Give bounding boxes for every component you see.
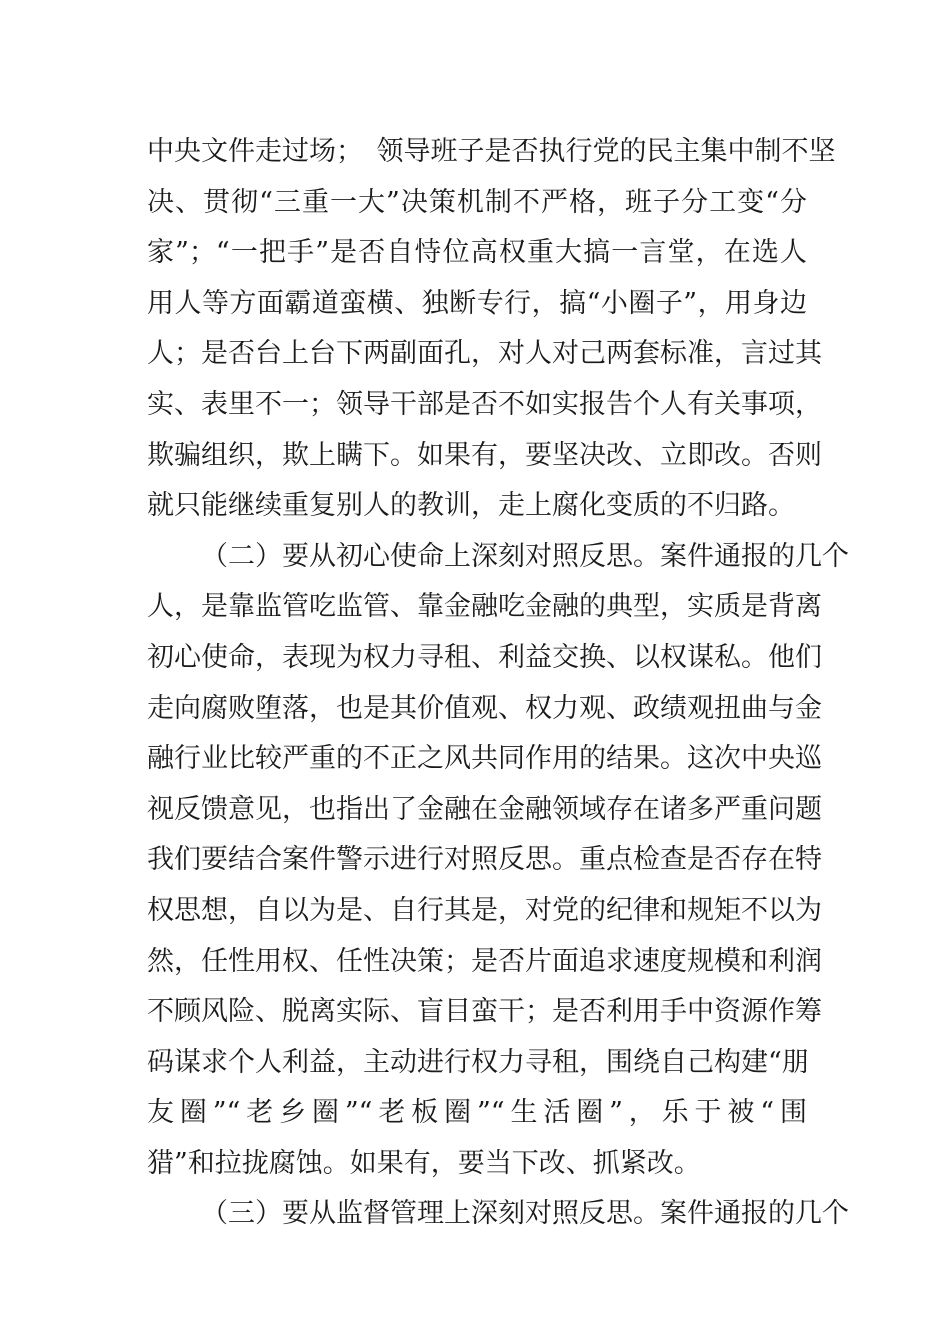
text-line: 初心使命，表现为权力寻租、利益交换、以权谋私。他们 [147,641,822,673]
text-line: 人，是靠监管吃监管、靠金融吃金融的典型，实质是背离 [147,591,822,623]
text-line: 用人等方面霸道蛮横、独断专行，搞“小圈子”，用身边 [147,287,807,319]
text-line: 就只能继续重复别人的教训，走上腐化变质的不归路。 [147,490,795,522]
paragraph-heading-line: （二）要从初心使命上深刻对照反思。案件通报的几个 [201,540,849,572]
text-line: 融行业比较严重的不正之风共同作用的结果。这次中央巡 [147,743,822,775]
text-line: 人；是否台上台下两副面孔，对人对己两套标准，言过其 [147,338,822,370]
text-line: 友圈”“老乡圈”“老板圈”“生活圈”，乐于被“围 [147,1097,807,1129]
text-line: 中央文件走过场； 领导班子是否执行党的民主集中制不坚 [147,136,836,167]
text-line: 决、贯彻“三重一大”决策机制不严格，班子分工变“分 [147,186,807,218]
text-line: 欺骗组织，欺上瞒下。如果有，要坚决改、立即改。否则 [147,439,822,471]
text-line: 走向腐败堕落，也是其价值观、权力观、政绩观扭曲与金 [147,692,822,724]
body-text [147,127,849,1240]
text-line: 权思想，自以为是、自行其是，对党的纪律和规矩不以为 [147,894,822,926]
text-line: 不顾风险、脱离实际、盲目蛮干；是否利用手中资源作筹 [147,996,822,1028]
paragraph-heading-line: （三）要从监督管理上深刻对照反思。案件通报的几个 [201,1198,849,1230]
text-line: 视反馈意见，也指出了金融在金融领域存在诸多严重问题 [147,793,822,825]
text-line: 实、表里不一；领导干部是否不如实报告个人有关事项， [147,388,822,420]
text-line: 码谋求个人利益，主动进行权力寻租，围绕自己构建“朋 [147,1046,809,1078]
text-line: 我们要结合案件警示进行对照反思。重点检查是否存在特 [147,844,822,876]
text-line: 猎”和拉拢腐蚀。如果有，要当下改、抓紧改。 [147,1147,701,1179]
text-line: 家”；“一把手”是否自恃位高权重大搞一言堂，在选人 [147,237,807,269]
text-line: 然，任性用权、任性决策；是否片面追求速度规模和利润 [147,945,822,977]
